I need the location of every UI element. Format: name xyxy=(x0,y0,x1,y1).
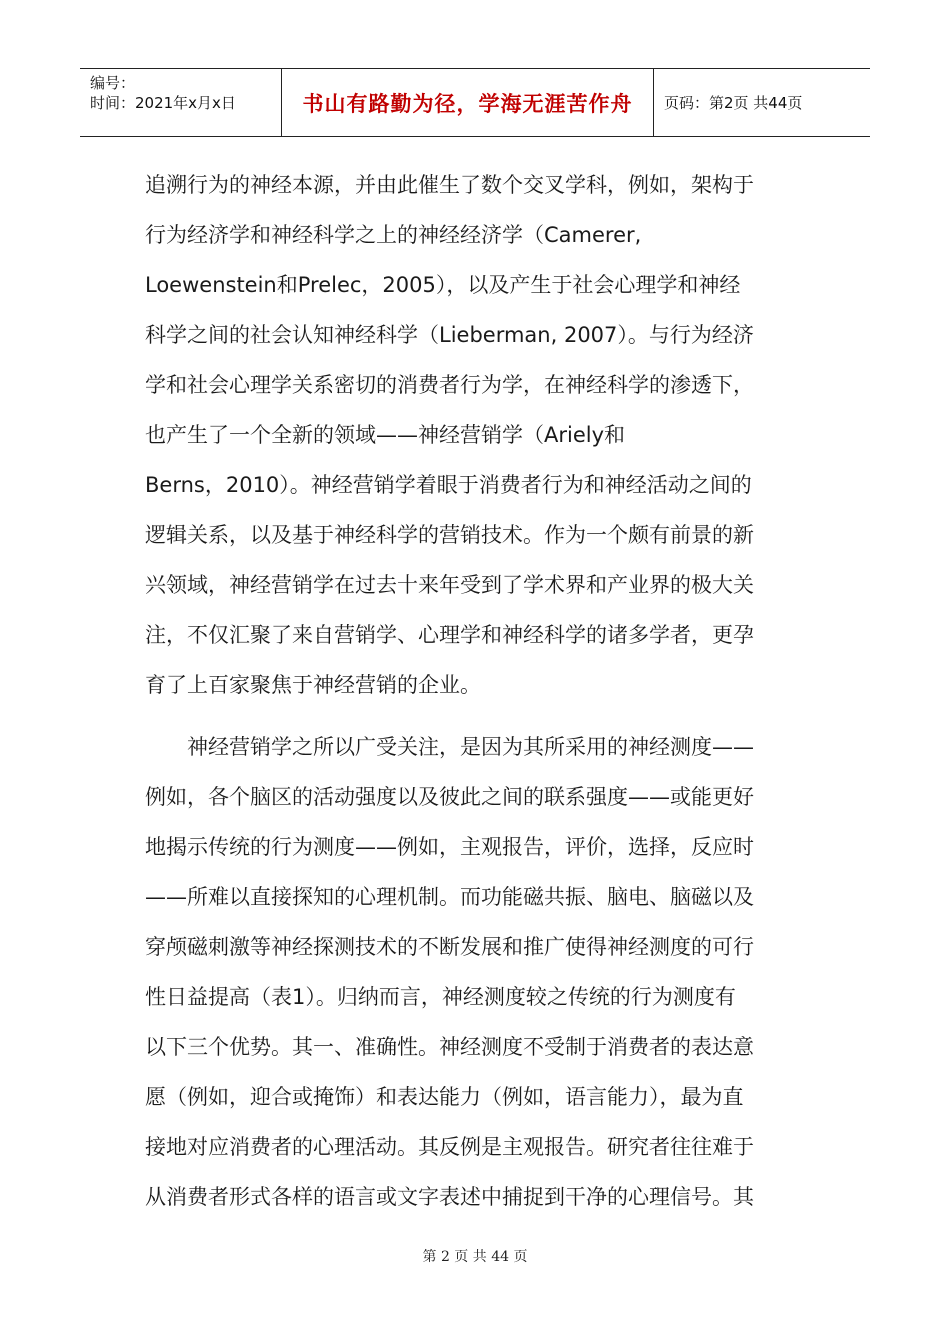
header-page-info: 页码：第2页 共44页 xyxy=(664,94,803,112)
text-line: 逻辑关系，以及基于神经科学的营销技术。作为一个颇有前景的新 xyxy=(145,523,754,547)
text-line: 性日益提高（表1）。归纳而言，神经测度较之传统的行为测度有 xyxy=(145,985,736,1009)
time-label: 时间：2021年x月x日 xyxy=(90,94,236,112)
text-line: 也产生了一个全新的领域——神经营销学（Ariely和 xyxy=(145,423,626,447)
text-line: 从消费者形式各样的语言或文字表述中捕捉到干净的心理信号。其 xyxy=(145,1185,754,1209)
text-line: Berns，2010）。神经营销学着眼于消费者行为和神经活动之间的 xyxy=(145,473,752,497)
text-line: 注，不仅汇聚了来自营销学、心理学和神经科学的诸多学者，更孕 xyxy=(145,623,754,647)
paragraph-1 xyxy=(145,160,805,710)
paragraph-gap xyxy=(145,710,805,722)
header-motto: 书山有路勤为径，学海无涯苦作舟 xyxy=(281,69,654,136)
paragraph-2 xyxy=(145,722,805,1222)
text-line: 科学之间的社会认知神经科学（Lieberman, 2007）。与行为经济 xyxy=(145,323,754,347)
text-line: 以下三个优势。其一、准确性。神经测度不受制于消费者的表达意 xyxy=(145,1035,754,1059)
text-line: ——所难以直接探知的心理机制。而功能磁共振、脑电、脑磁以及 xyxy=(145,885,754,909)
text-line: 神经营销学之所以广受关注，是因为其所采用的神经测度—— xyxy=(145,735,754,759)
header-meta xyxy=(80,69,281,136)
text-line: 追溯行为的神经本源，并由此催生了数个交叉学科，例如，架构于 xyxy=(145,173,754,197)
page-header xyxy=(80,68,870,137)
text-line: 行为经济学和神经科学之上的神经经济学（Camerer, xyxy=(145,223,642,247)
page-footer: 第 2 页 共 44 页 xyxy=(422,1249,528,1265)
text-line: 愿（例如，迎合或掩饰）和表达能力（例如，语言能力），最为直 xyxy=(145,1085,744,1109)
text-line: 接地对应消费者的心理活动。其反例是主观报告。研究者往往难于 xyxy=(145,1135,754,1159)
text-line: 地揭示传统的行为测度——例如，主观报告，评价，选择，反应时 xyxy=(145,835,754,859)
text-line: Loewenstein和Prelec，2005），以及产生于社会心理学和神经 xyxy=(145,273,741,297)
text-line: 例如，各个脑区的活动强度以及彼此之间的联系强度——或能更好 xyxy=(145,785,754,809)
text-line: 穿颅磁刺激等神经探测技术的不断发展和推广使得神经测度的可行 xyxy=(145,935,754,959)
number-label: 编号： xyxy=(90,74,136,92)
text-line: 学和社会心理学关系密切的消费者行为学，在神经科学的渗透下， xyxy=(145,373,754,397)
text-line: 育了上百家聚焦于神经营销的企业。 xyxy=(145,673,481,697)
document-body xyxy=(145,160,805,1222)
text-line: 兴领域，神经营销学在过去十来年受到了学术界和产业界的极大关 xyxy=(145,573,754,597)
